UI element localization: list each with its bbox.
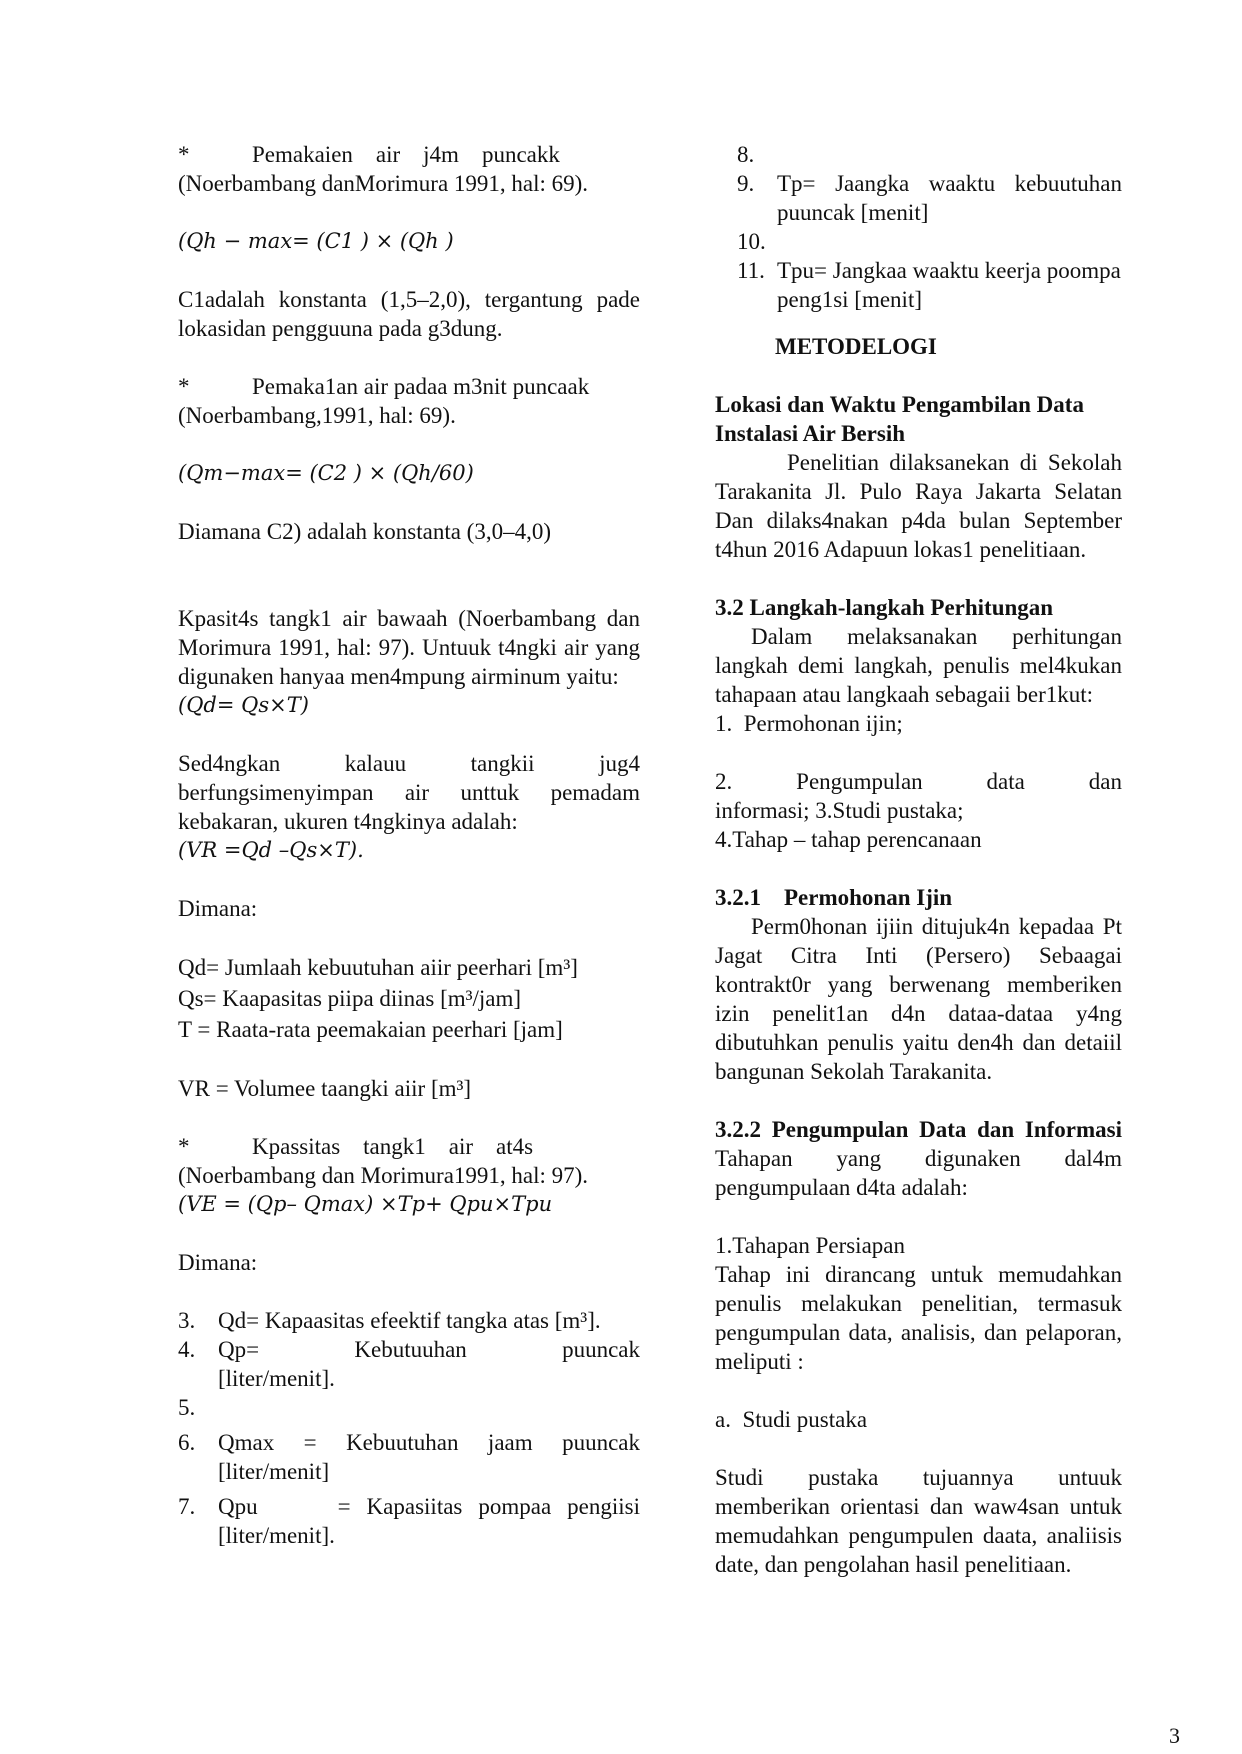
paragraph-lokasi: Penelitian dilaksanekan di Sekolah Tarakanita Jl. Pulo Raya Jakarta Selatan Dan dilaks4nakan p4da bulan September t4hun 2016 Adapuun lokas1 penelitiaan.	[715, 450, 1122, 562]
paragraph-tahapan: Tahap ini dirancang untuk memudahkan penulis melakukan penelitian, termasuk pengumpulan data, analisis, dan pelaporan, meliputi :	[715, 1262, 1122, 1374]
list-item: 3. Qd= Kapaasitas efeektif tangka atas [m³].	[178, 1308, 601, 1333]
list-item: 5.	[178, 1395, 196, 1420]
paragraph-3-2-2	[715, 1115, 1122, 1202]
paragraph-c1-constant: C1adalah konstanta (1,5–2,0), tergantung pade lokasidan pengguuna pada g3dung.	[178, 287, 640, 341]
heading-3-2-2: 3.2.2 Pengumpulan Data dan Informasi	[715, 1117, 1122, 1142]
paragraph-studi-pustaka: Studi pustaka tujuannya untuuk memberikan orientasi dan waw4san untuk memudahkan pengumpulen daata, analiisis date, dan pengolahan hasil penelitiaan.	[715, 1465, 1122, 1577]
paragraph-c2-constant: Diamana C2) adalah konstanta (3,0–4,0)	[178, 519, 551, 544]
variable-list-right	[737, 140, 1122, 314]
formula-qh-max: (Qℎ − max= (C1 ) × (Qℎ )	[178, 229, 454, 253]
bullet-star: *	[178, 374, 190, 399]
left-column	[178, 140, 646, 1550]
definition-t: T = Raata-rata peemakaian peerhari [jam]	[178, 1017, 563, 1042]
peak-minute-title: Pemaka1an air padaa m3nit puncaak	[252, 374, 590, 399]
list-item: 4. Qp= Kebutuuhan puuncak [liter/menit].	[178, 1337, 646, 1391]
heading-3-2: 3.2 Langkah-langkah Perhitungan	[715, 595, 1054, 620]
list-item: 8.	[737, 142, 755, 167]
label-dimana: Dimana:	[178, 896, 258, 921]
variable-list-left	[178, 1306, 646, 1550]
formula-vr: (VR =Qd –Qs×T).	[178, 838, 364, 862]
paragraph-upper-tank-capacity	[178, 1132, 640, 1190]
formula-qd: (Qd= Qs×T)	[178, 693, 309, 717]
list-item: 9. Tp= Jaangka waaktu kebuutuhan puuncak [menit]	[737, 171, 1122, 225]
peak-hour-citation: (Noerbambang danMorimura 1991, hal: 69).	[178, 171, 589, 196]
peak-hour-title: Pemakaien air j4m puncakk	[252, 142, 560, 167]
text-3-2-2: Tahapan yang digunaken dal4m pengumpulaan d4ta adalah:	[715, 1146, 1122, 1200]
paragraph-peak-minute-usage	[178, 372, 640, 430]
heading-3-2-1: 3.2.1 Permohonan Ijin	[715, 885, 953, 910]
tahapan-persiapan: 1.Tahapan Persiapan	[715, 1233, 905, 1258]
definition-qd: Qd= Jumlaah kebuutuhan aiir peerhari [m³]	[178, 955, 578, 980]
paragraph-fire-tank: Sed4ngkan kalauu tangkii jug4 berfungsimenyimpan air unttuk pemadam kebakaran, ukuren t4ngkinya adalah:	[178, 751, 640, 834]
formula-ve: (VE = (Qp– Qmax) ×Tp+ Qpu×Tpu	[178, 1192, 553, 1216]
definition-vr: VR = Volumee taangki aiir [m³]	[178, 1076, 472, 1101]
step-1: 1. Permohonan ijin;	[715, 711, 903, 736]
formula-qm-max: (Qm−max= (C2 ) × (Qℎ/60)	[178, 461, 474, 485]
heading-lokasi-waktu: Lokasi dan Waktu Pengambilan Data Instalasi Air Bersih	[715, 392, 1084, 446]
list-item: 11. Tpu= Jangkaa waaktu keerja poompa peng1si [menit]	[737, 258, 1121, 312]
bullet-star: *	[178, 1134, 190, 1159]
upper-tank-title: Kpassitas tangk1 air at4s	[252, 1134, 534, 1159]
step-4: 4.Tahap – tahap perencanaan	[715, 827, 982, 852]
peak-minute-citation: (Noerbambang,1991, hal: 69).	[178, 403, 456, 428]
list-item: 7. Qpu = Kapasiitas pompaa pengiisi [liter/menit].	[178, 1494, 646, 1548]
step-2-3: 2. Pengumpulan data dan informasi; 3.Studi pustaka;	[715, 769, 1128, 823]
definition-qs: Qs= Kaapasitas piipa diinas [m³/jam]	[178, 986, 522, 1011]
bullet-star: *	[178, 142, 190, 167]
list-item: 6. Qmax = Kebuutuhan jaam puuncak [liter/menit]	[178, 1430, 640, 1484]
studi-pustaka-item: a. Studi pustaka	[715, 1407, 868, 1432]
right-column	[715, 140, 1128, 1608]
paragraph-3-2: Dalam melaksanakan perhitungan langkah demi langkah, penulis mel4kukan tahapaan atau langkaah sebagaii ber1kut:	[715, 624, 1122, 707]
paragraph-3-2-1: Perm0honan ijiin ditujuk4n kepadaa Pt Jagat Citra Inti (Persero) Sebaagai kontrakt0r yang berwenang memberiken izin penelit1an d4n dataa-dataa y4ng dibutuhkan penulis yaitu den4h dan detaiil bangunan Sekolah Tarakanita.	[715, 914, 1122, 1084]
section-heading-metodelogi: METODELOGI	[775, 334, 937, 359]
label-dimana-2: Dimana:	[178, 1250, 258, 1275]
page-number: 3	[1169, 1723, 1180, 1748]
paragraph-peak-hour-usage	[178, 140, 640, 198]
list-item: 10.	[737, 229, 766, 254]
paragraph-lower-tank-capacity: Kpasit4s tangk1 air bawaah (Noerbambang dan Morimura 1991, hal: 97). Untuuk t4ngki air yang digunaken hanyaa men4mpung airminum yaitu:	[178, 606, 640, 689]
upper-tank-citation: (Noerbambang dan Morimura1991, hal: 97).	[178, 1163, 589, 1188]
